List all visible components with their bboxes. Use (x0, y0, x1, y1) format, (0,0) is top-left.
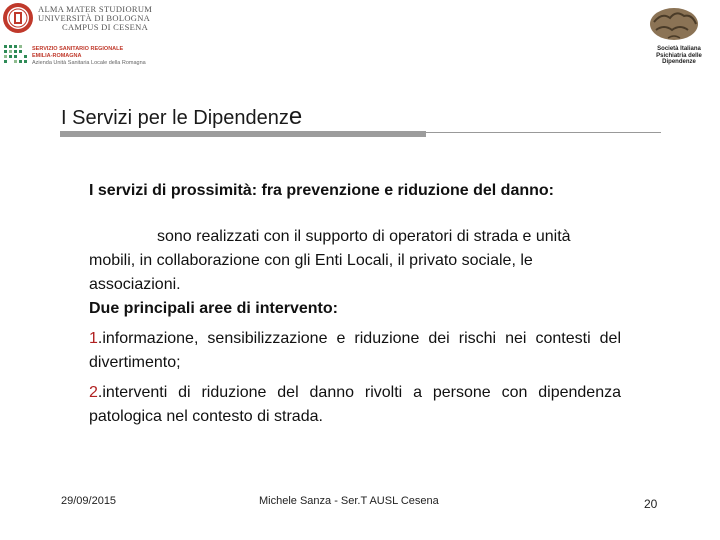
brain-logo-icon (648, 4, 700, 44)
slide-subheading: Due principali aree di intervento: (89, 300, 338, 317)
slide-body (89, 180, 621, 429)
ssr-line-1: SERVIZIO SANITARIO REGIONALE (32, 46, 124, 52)
ssr-line-2: EMILIA-ROMAGNA (32, 53, 82, 59)
list-item-number: 2 (89, 384, 98, 401)
ssr-logo-icon (2, 43, 30, 67)
title-underline-line (426, 132, 661, 133)
list-item (89, 327, 621, 375)
footer-page-number: 20 (644, 497, 658, 511)
title-underline-bar (60, 131, 426, 137)
slide-title-last-letter: e (288, 103, 303, 130)
list-item-number: 1 (89, 330, 98, 347)
unibo-line-1: ALMA MATER STUDIORUM (38, 4, 153, 14)
university-seal-icon (2, 2, 34, 34)
ssr-name (32, 46, 146, 67)
ssr-line-3: Azienda Unità Sanitaria Locale della Romagna (32, 60, 146, 66)
ssr-logo (0, 40, 146, 70)
footer-author: Michele Sanza - Ser.T AUSL Cesena (259, 495, 439, 507)
slide-paragraph (89, 225, 621, 297)
slide-title (61, 103, 302, 131)
list-item (89, 381, 621, 429)
sipd-name (640, 46, 718, 66)
footer-date: 29/09/2015 (61, 495, 117, 507)
unibo-logo (0, 0, 153, 40)
list-item-text: .informazione, sensibilizzazione e riduzione dei rischi nei contesti del divertimento; (89, 330, 621, 371)
sipd-line-2: Psichiatria delle (656, 52, 702, 59)
list-item-text: .interventi di riduzione del danno rivolti a persone con dipendenza patologica nel contesto di strada. (89, 384, 621, 425)
slide-title-main: I Servizi per le Dipendenz (61, 107, 289, 129)
unibo-name (38, 5, 152, 32)
sipd-logo (640, 0, 720, 72)
unibo-line-2: UNIVERSITÀ DI BOLOGNA (38, 13, 151, 23)
slide-heading: I servizi di prossimità: fra prevenzione e riduzione del danno: (89, 182, 554, 199)
paragraph-text: sono realizzati con il supporto di operatori di strada e unità mobili, in collaborazione con gli Enti Locali, il privato sociale, le associazioni. (89, 228, 571, 293)
sipd-line-1: Società Italiana (657, 46, 701, 52)
sipd-line-3: Dipendenze (662, 59, 696, 65)
unibo-line-3: CAMPUS DI CESENA (62, 22, 149, 32)
